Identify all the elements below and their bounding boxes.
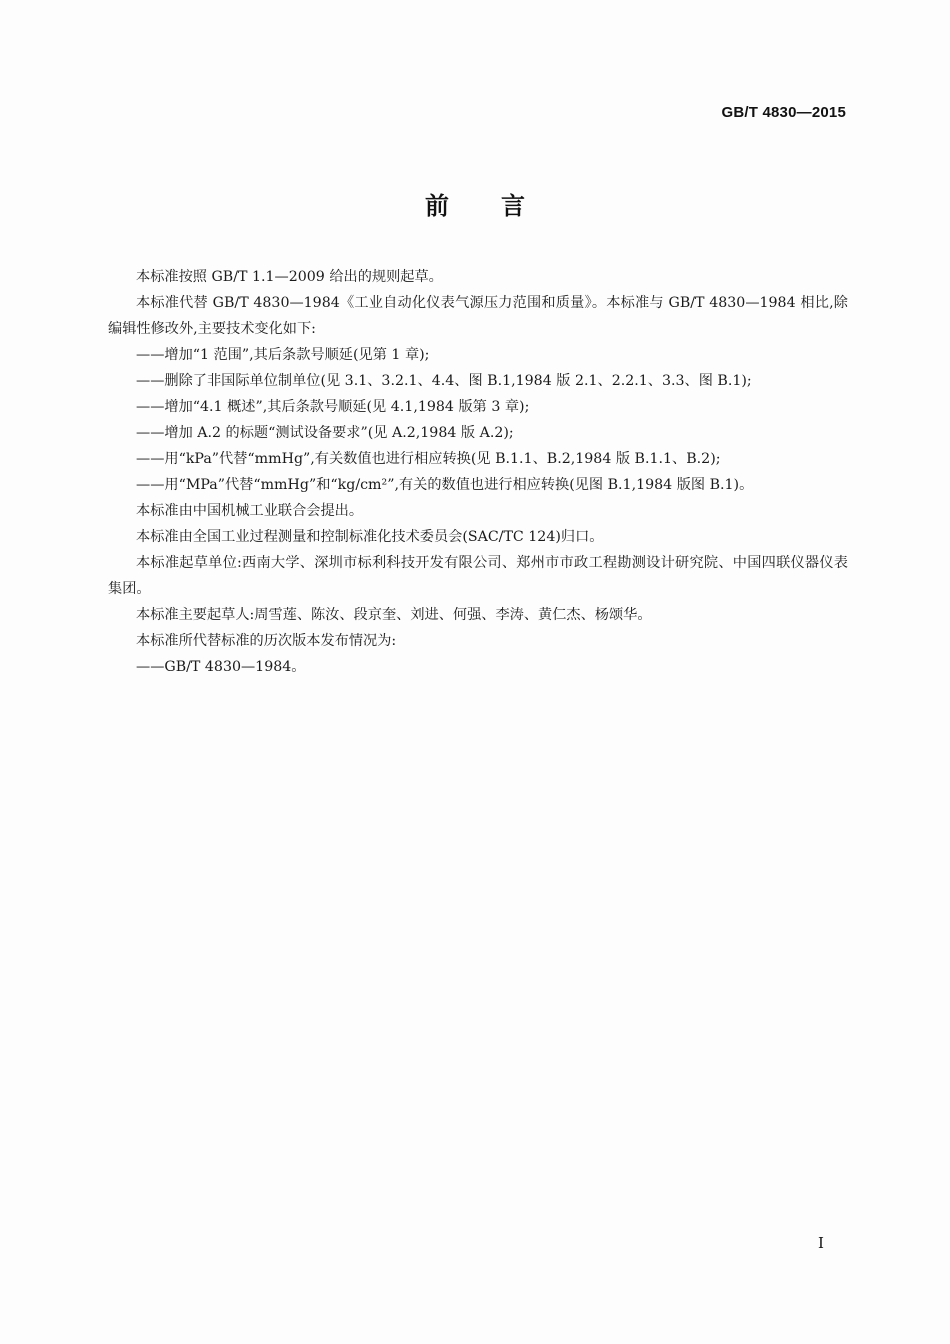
page-number: I [818, 1234, 824, 1252]
change-list [108, 342, 848, 498]
paragraph-under-jurisdiction: 本标准由全国工业过程测量和控制标准化技术委员会(SAC/TC 124)归口。 [136, 529, 604, 545]
foreword-body [108, 264, 848, 680]
change-item: ——用“MPa”代替“mmHg”和“kg/cm²”,有关的数值也进行相应转换(见图 B.1,1984 版图 B.1)。 [136, 477, 754, 493]
paragraph-replacement: 本标准代替 GB/T 4830—1984《工业自动化仪表气源压力范围和质量》。本标准与 GB/T 4830—1984 相比,除编辑性修改外,主要技术变化如下: [108, 295, 848, 337]
change-item: ——用“kPa”代替“mmHg”,有关数值也进行相应转换(见 B.1.1、B.2,1984 版 B.1.1、B.2); [136, 451, 721, 467]
paragraph-main-drafters: 本标准主要起草人:周雪莲、陈汝、段京奎、刘进、何强、李涛、黄仁杰、杨颂华。 [136, 607, 652, 623]
page-title: 前言 [425, 192, 577, 220]
history-item: ——GB/T 4830—1984。 [136, 659, 306, 675]
paragraph-version-history: 本标准所代替标准的历次版本发布情况为: [136, 633, 397, 649]
standard-code-header: GB/T 4830—2015 [721, 104, 846, 121]
history-list [108, 654, 848, 680]
change-item: ——增加“4.1 概述”,其后条款号顺延(见 4.1,1984 版第 3 章); [136, 399, 530, 415]
change-item: ——删除了非国际单位制单位(见 3.1、3.2.1、4.4、图 B.1,1984 版 2.1、2.2.1、3.3、图 B.1); [136, 373, 752, 389]
change-item: ——增加“1 范围”,其后条款号顺延(见第 1 章); [136, 347, 430, 363]
change-item: ——增加 A.2 的标题“测试设备要求”(见 A.2,1984 版 A.2); [136, 425, 514, 441]
paragraph-drafting-units: 本标准起草单位:西南大学、深圳市标利科技开发有限公司、郑州市市政工程勘测设计研究院、中国四联仪器仪表集团。 [108, 555, 848, 597]
paragraph-proposed-by: 本标准由中国机械工业联合会提出。 [136, 503, 364, 519]
paragraph-drafting-rules: 本标准按照 GB/T 1.1—2009 给出的规则起草。 [136, 269, 443, 285]
